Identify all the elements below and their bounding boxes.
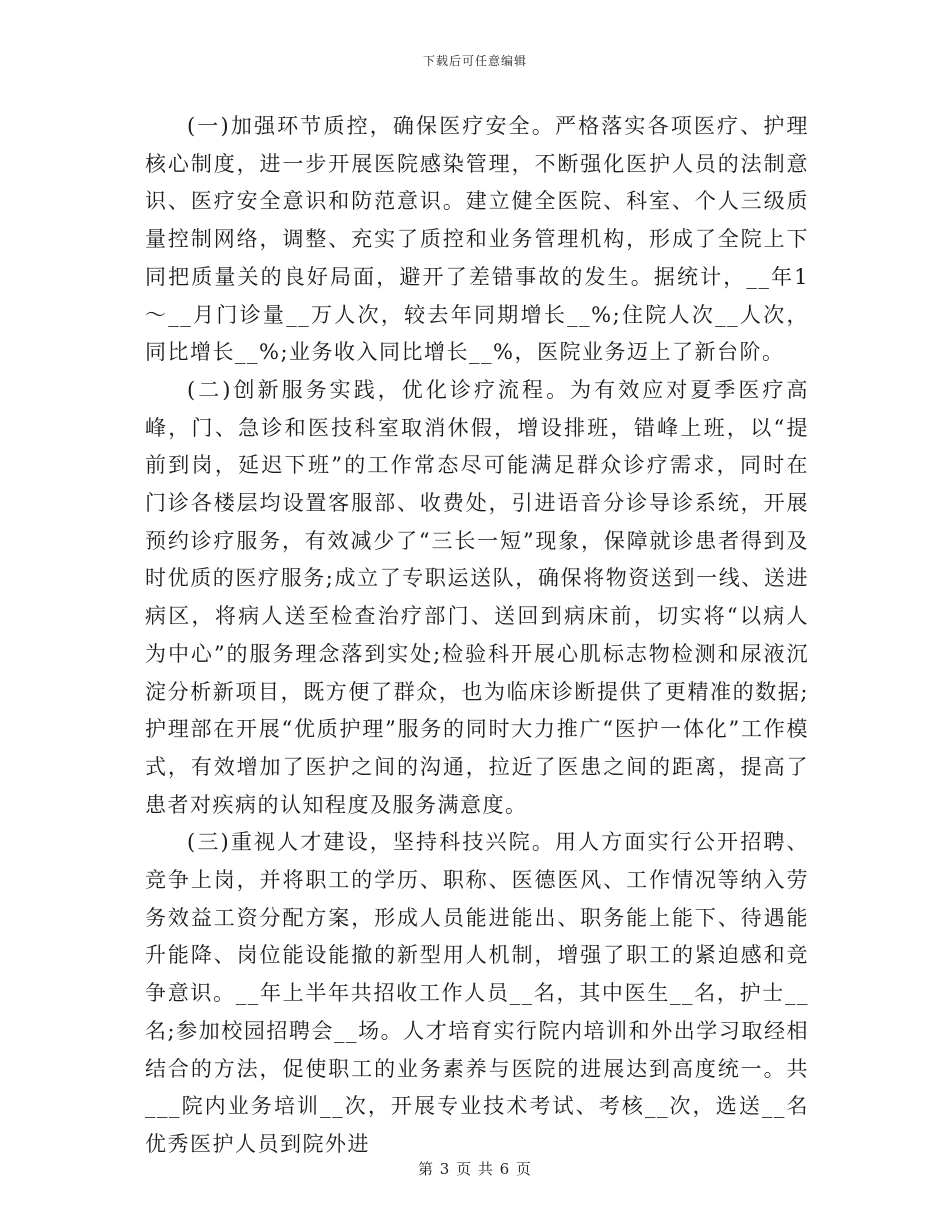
paragraph-talent-building: (三)重视人才建设，坚持科技兴院。用人方面实行公开招聘、竞争上岗，并将职工的学历、职称、医德医风、工作情况等纳入劳务效益工资分配方案，形成人员能进能出、职务能上能下、待遇能升能降、岗位能设能撤的新型用人机制，增强了职工的紧迫感和竞争意识。__年上半年共招收工作人员__名，其中医生__名，护士__名;参加校园招聘会__场。人才培育实行院内培训和外出学习取经相结合的方法，促使职工的业务素养与医院的进展达到高度统一。共___院内业务培训__次，开展专业技术考试、考核__次，选送__名优秀医护人员到院外进 <box>145 830 809 1156</box>
paragraph-quality-control: (一)加强环节质控，确保医疗安全。严格落实各项医疗、护理核心制度，进一步开展医院感染管理，不断强化医护人员的法制意识、医疗安全意识和防范意识。建立健全医院、科室、个人三级质量控制网络，调整、充实了质控和业务管理机构，形成了全院上下同把质量关的良好局面，避开了差错事故的发生。据统计，__年1～__月门诊量__万人次，较去年同期增长__%;住院人次__人次，同比增长__%;业务收入同比增长__%，医院业务迈上了新台阶。 <box>145 114 809 365</box>
page-header: 下载后可任意编辑 <box>422 54 527 68</box>
paragraph-service-innovation: (二)创新服务实践，优化诊疗流程。为有效应对夏季医疗高峰，门、急诊和医技科室取消休假，增设排班，错峰上班，以“提前到岗，延迟下班”的工作常态尽可能满足群众诊疗需求，同时在门诊各楼层均设置客服部、收费处，引进语音分诊导诊系统，开展预约诊疗服务，有效减少了“三长一短”现象，保障就诊患者得到及时优质的医疗服务;成立了专职运送队，确保将物资送到一线、送进病区，将病人送至检查治疗部门、送回到病床前，切实将“以病人为中心”的服务理念落到实处;检验科开展心肌标志物检测和尿液沉淀分析新项目，既方便了群众，也为临床诊断提供了更精准的数据;护理部在开展“优质护理”服务的同时大力推广“医护一体化”工作模式，有效增加了医护之间的沟通，拉近了医患之间的距离，提高了患者对疾病的认知程度及服务满意度。 <box>145 377 809 817</box>
page-number: 第 3 页 共 6 页 <box>418 1160 532 1178</box>
document-body <box>145 108 809 1164</box>
